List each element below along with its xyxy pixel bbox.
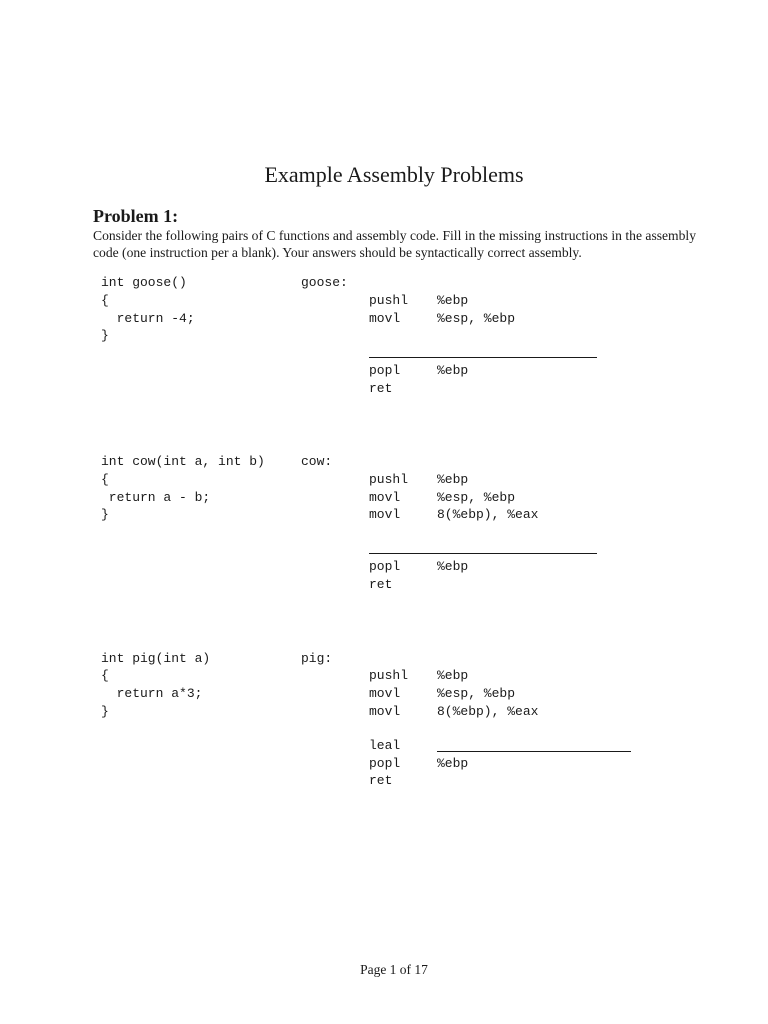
asm-opcode: leal <box>369 738 401 753</box>
asm-opcode: movl <box>369 704 401 719</box>
c-code-line: return a*3; <box>101 686 203 701</box>
asm-operands: %ebp <box>437 559 469 574</box>
problem-heading: Problem 1: <box>93 206 179 226</box>
asm-function-label: cow: <box>301 454 333 469</box>
c-code-line: return -4; <box>101 311 195 326</box>
problem-instructions: Consider the following pairs of C functions and assembly code. Fill in the missing instructions in the assembly code (one instruction per a blank). Your answers should be syntactically correct assembly. <box>93 228 696 260</box>
asm-operands: %ebp <box>437 756 469 771</box>
asm-operands: %esp, %ebp <box>437 686 516 701</box>
asm-opcode: ret <box>369 577 393 592</box>
c-code-line: return a - b; <box>101 490 211 505</box>
asm-opcode: ret <box>369 381 393 396</box>
asm-opcode: popl <box>369 363 401 378</box>
asm-opcode: movl <box>369 311 401 326</box>
page-number: Page 1 of 17 <box>360 962 428 977</box>
asm-operands: %esp, %ebp <box>437 490 516 505</box>
answer-blank[interactable] <box>437 751 631 752</box>
asm-opcode: popl <box>369 559 401 574</box>
asm-opcode: popl <box>369 756 401 771</box>
asm-operands: %ebp <box>437 293 469 308</box>
c-code-line: int goose() <box>101 275 187 290</box>
c-code-line: } <box>101 507 109 522</box>
c-code-line: } <box>101 704 109 719</box>
asm-operands: 8(%ebp), %eax <box>437 704 539 719</box>
c-code-line: int cow(int a, int b) <box>101 454 265 469</box>
asm-opcode: movl <box>369 507 401 522</box>
asm-operands: 8(%ebp), %eax <box>437 507 539 522</box>
asm-opcode: ret <box>369 773 393 788</box>
asm-operands: %ebp <box>437 472 469 487</box>
asm-opcode: pushl <box>369 668 409 683</box>
asm-opcode: pushl <box>369 293 409 308</box>
answer-blank[interactable] <box>369 357 597 358</box>
c-code-line: } <box>101 328 109 343</box>
asm-opcode: movl <box>369 686 401 701</box>
asm-operands: %ebp <box>437 363 469 378</box>
c-code-line: int pig(int a) <box>101 651 211 666</box>
asm-opcode: movl <box>369 490 401 505</box>
asm-operands: %ebp <box>437 668 469 683</box>
answer-blank[interactable] <box>369 553 597 554</box>
asm-operands: %esp, %ebp <box>437 311 516 326</box>
c-code-line: { <box>101 472 109 487</box>
asm-function-label: pig: <box>301 651 333 666</box>
asm-opcode: pushl <box>369 472 409 487</box>
asm-function-label: goose: <box>301 275 348 290</box>
page-title: Example Assembly Problems <box>264 162 524 187</box>
c-code-line: { <box>101 668 109 683</box>
c-code-line: { <box>101 293 109 308</box>
